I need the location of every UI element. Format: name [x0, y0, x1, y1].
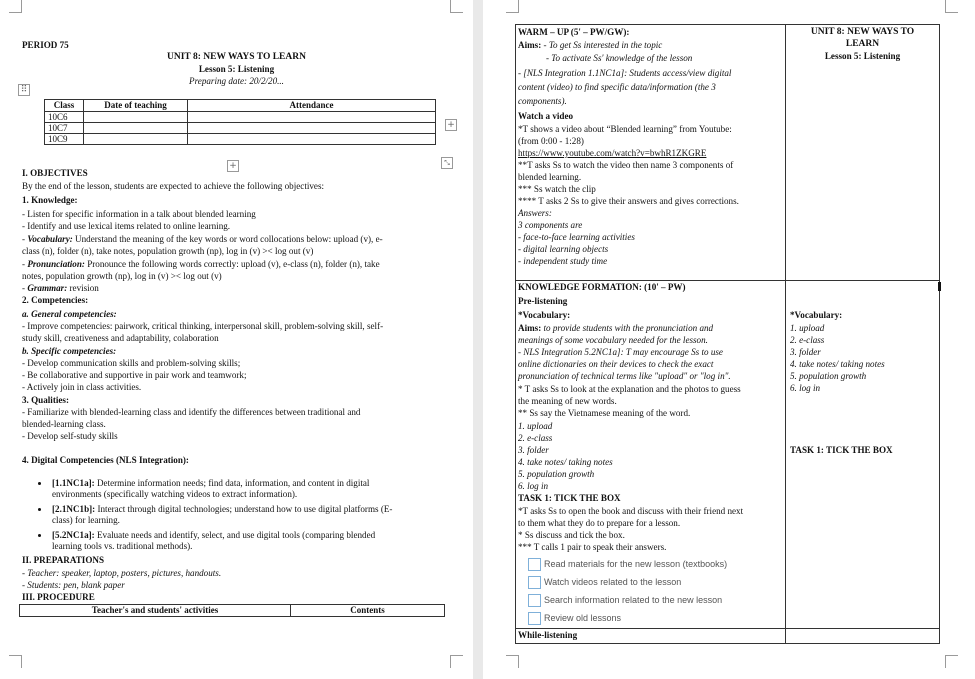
attendance-cell[interactable] [188, 123, 436, 134]
crop-mark [450, 655, 463, 668]
teacher-prep: - Teacher: speaker, laptop, posters, pictures, handouts. [22, 568, 222, 578]
vocab-word: 5. population growth [518, 469, 595, 479]
objective-line: By the end of the lesson, students are expected to achieve the following objectives: [22, 181, 325, 191]
student-prep: - Students: pen, blank paper [22, 580, 125, 590]
line-text: revision [67, 283, 99, 293]
table-row [45, 112, 436, 123]
pre-listening-heading: Pre-listening [518, 296, 568, 306]
preparations-heading: II. PREPARATIONS [22, 555, 105, 565]
objective-line: class (n), folder (n), take notes, population growth (np), log in (v) >< log out (v) [22, 246, 314, 256]
crop-mark [506, 655, 519, 668]
objective-line: blended-learning class. [22, 419, 106, 429]
objective-line: - Identify and use lexical items related to online learning. [22, 221, 231, 231]
nls-code: [2.1NC1b]: [52, 504, 96, 514]
right-task-heading: TASK 1: TICK THE BOX [790, 445, 893, 455]
knowledge-heading: KNOWLEDGE FORMATION: (10' – PW) [518, 282, 686, 292]
right-vocab-word: 2. e-class [790, 335, 825, 345]
nls-bullet-2-cont: class) for learning. [52, 515, 120, 525]
youtube-link[interactable]: https://www.youtube.com/watch?v=bwhR1ZKGRE [518, 148, 707, 158]
nls-bullet-1 [52, 478, 369, 489]
crop-mark [9, 655, 22, 668]
class-header: Class [45, 100, 84, 112]
nls-code: [1.1NC1a]: [52, 478, 95, 488]
warmup-step: *** Ss watch the clip [518, 184, 596, 194]
bullet-dot [38, 534, 41, 537]
line-text: Pronounce the following words correctly: upload (v), e-class (n), folder (n), take [84, 259, 380, 269]
bullet-dot [38, 508, 41, 511]
vocab-step: * T asks Ss to look at the explanation and the photos to guess [518, 384, 741, 394]
aims-label: Aims: [518, 40, 542, 50]
table-border [515, 24, 516, 644]
watch-video-heading: Watch a video [518, 111, 574, 121]
warmup-aims [518, 40, 662, 51]
date-cell[interactable] [84, 112, 188, 123]
objective-line [22, 234, 383, 245]
vocab-word: 4. take notes/ taking notes [518, 457, 613, 467]
add-row-icon[interactable]: + [227, 160, 239, 172]
objective-line: - Listen for specific information in a talk about blended learning [22, 209, 256, 219]
class-table [44, 99, 436, 145]
objective-line: - Improve competencies: pairwork, critical thinking, interpersonal skill, problem-solving skill, self- [22, 321, 384, 331]
resize-handle-icon[interactable]: ⤡ [441, 157, 453, 169]
vocab-word: 2. e-class [518, 433, 553, 443]
right-lesson: Lesson 5: Listening [824, 51, 901, 61]
warmup-step: blended learning. [518, 172, 582, 182]
answer-line: - digital learning objects [518, 244, 609, 254]
answer-line: 3 components are [518, 220, 583, 230]
line-lead: Vocabulary: [27, 234, 73, 244]
nls-text: Interact through digital technologies; understand how to use digital platforms (E- [95, 504, 393, 514]
checkbox-label: Read materials for the new lesson (textbooks) [544, 559, 728, 569]
vocab-word: 1. upload [518, 421, 553, 431]
procedure-heading: III. PROCEDURE [22, 592, 95, 602]
class-cell: 10C9 [45, 134, 84, 145]
crop-mark [450, 0, 463, 13]
warmup-step: (from 0:00 - 1:28) [518, 136, 584, 146]
line-prefix: - [22, 283, 28, 293]
checkbox-watch-videos[interactable] [528, 576, 541, 589]
answer-line: - face-to-face learning activities [518, 232, 635, 242]
objective-line [22, 259, 380, 270]
section-heading: 3. Qualities: [22, 395, 69, 405]
vocab-word: 3. folder [518, 445, 549, 455]
nls-integration-line: - NLS Integration 5.2NC1a]: T may encourage Ss to use [518, 347, 723, 357]
vocab-step: ** Ss say the Vietnamese meaning of the word. [518, 408, 691, 418]
vocab-step: the meaning of new words. [518, 396, 617, 406]
objective-line: - Develop self-study skills [22, 431, 118, 441]
attendance-cell[interactable] [188, 134, 436, 145]
table-border [785, 24, 786, 644]
nls-integration-line: pronunciation of technical terms like "upload" or "log in". [518, 371, 731, 381]
line-text: Understand the meaning of the key words or word collocations below: upload (v), e- [72, 234, 383, 244]
table-border [515, 643, 940, 644]
warmup-step: *T shows a video about “Blended learning” from Youtube: [518, 124, 732, 134]
nls-integration-line: content (video) to find specific data/information (the 3 [518, 82, 716, 92]
class-cell: 10C6 [45, 112, 84, 123]
warmup-heading: WARM – UP (5' – PW/GW): [518, 27, 630, 37]
nls-text: Determine information needs; find data, information, and content in digital [94, 478, 370, 488]
nls-text: Evaluate needs and identify, select, and use digital tools (comparing blended [94, 530, 376, 540]
right-vocab-word: 3. folder [790, 347, 821, 357]
section-heading: b. Specific competencies: [22, 346, 117, 356]
warmup-step: **** T asks 2 Ss to give their answers and gives corrections. [518, 196, 739, 206]
objective-line: - Develop communication skills and problem-solving skills; [22, 358, 241, 368]
date-cell[interactable] [84, 123, 188, 134]
right-vocab-word: 6. log in [790, 383, 821, 393]
objective-line [22, 283, 99, 294]
warmup-step: **T asks Ss to watch the video then name 3 components of [518, 160, 734, 170]
vocabulary-heading: *Vocabulary: [518, 310, 571, 320]
vocab-aims [518, 323, 713, 334]
objective-line: - Actively join in class activities. [22, 382, 142, 392]
checkbox-review-lessons[interactable] [528, 612, 541, 625]
crop-mark [9, 0, 22, 13]
table-border [515, 280, 940, 281]
right-vocab-word: 4. take notes/ taking notes [790, 359, 885, 369]
bullet-dot [38, 482, 41, 485]
checkbox-label: Watch videos related to the lesson [544, 577, 682, 587]
nls-integration-line: components). [518, 96, 567, 106]
checkbox-label: Search information related to the new lesson [544, 595, 723, 605]
move-handle-icon[interactable]: ⠿ [18, 84, 30, 96]
checkbox-read-materials[interactable] [528, 558, 541, 571]
nls-integration-line: online dictionaries on their devices to check the exact [518, 359, 714, 369]
period-label: PERIOD 75 [22, 40, 69, 50]
procedure-table-header [19, 604, 445, 617]
task-step: to them what they do to prepare for a lesson. [518, 518, 681, 528]
nls-bullet-3-cont: learning tools vs. traditional methods). [52, 541, 193, 551]
section-heading: I. OBJECTIVES [22, 168, 88, 178]
activities-column-header: Teacher's and students' activities [20, 605, 291, 617]
nls-code: [5.2NC1a]: [52, 530, 95, 540]
table-border [939, 24, 940, 644]
task-step: *T asks Ss to open the book and discuss with their friend next [518, 506, 744, 516]
warmup-aims-2: - To activate Ss' knowledge of the lesson [546, 53, 693, 63]
right-vocabulary-heading: *Vocabulary: [790, 310, 843, 320]
crop-mark [945, 0, 958, 13]
crop-mark [506, 0, 519, 13]
table-row [45, 134, 436, 145]
nls-bullet-1-cont: environments (specifically watching videos to extract information). [52, 489, 298, 499]
preparing-date: Preparing date: 20/2/20... [189, 76, 284, 86]
right-vocab-word: 1. upload [790, 323, 825, 333]
task-step: * Ss discuss and tick the box. [518, 530, 625, 540]
line-lead: Pronunciation: [27, 259, 85, 269]
line-prefix: - [22, 259, 28, 269]
digital-competencies-heading: 4. Digital Competencies (NLS Integration): [22, 455, 189, 465]
nls-bullet-2 [52, 504, 392, 515]
document-page-2 [483, 0, 975, 679]
aims-text: - To get Ss interested in the topic [541, 40, 663, 50]
checkbox-label: Review old lessons [544, 613, 622, 623]
while-listening-heading: While-listening [518, 630, 578, 640]
unit-title: UNIT 8: NEW WAYS TO LEARN [167, 52, 306, 62]
class-cell: 10C7 [45, 123, 84, 134]
aims-label: Aims: [518, 323, 542, 333]
right-vocab-word: 5. population growth [790, 371, 867, 381]
table-border [515, 628, 940, 629]
table-row [45, 123, 436, 134]
date-header: Date of teaching [84, 100, 188, 112]
section-heading: a. General competencies: [22, 309, 117, 319]
objective-line: notes, population growth (np), log in (v) >< log out (v) [22, 271, 222, 281]
date-cell[interactable] [84, 134, 188, 145]
task1-heading: TASK 1: TICK THE BOX [518, 493, 621, 503]
crop-mark [945, 655, 958, 668]
answer-line: Answers: [518, 208, 552, 218]
objective-line: - Familiarize with blended-learning class and identify the differences between traditional and [22, 407, 361, 417]
text-cursor [938, 282, 941, 291]
document-page-1 [0, 0, 473, 679]
attendance-cell[interactable] [188, 112, 436, 123]
objective-line: study skill, creativeness and adaptability, colaboration [22, 333, 219, 343]
aims-text: to provide students with the pronunciation and [541, 323, 714, 333]
vocab-aims-cont: meanings of some vocabulary needed for the lesson. [518, 335, 708, 345]
contents-column-header: Contents [291, 605, 445, 617]
add-column-icon[interactable]: + [445, 119, 457, 131]
vocab-word: 6. log in [518, 481, 549, 491]
line-prefix: - [22, 234, 28, 244]
checkbox-search-info[interactable] [528, 594, 541, 607]
line-lead: Grammar: [27, 283, 68, 293]
right-unit-title: UNIT 8: NEW WAYS TO [810, 27, 915, 37]
nls-integration-line: - [NLS Integration 1.1NC1a]: Students access/view digital [518, 68, 732, 78]
attendance-header: Attendance [188, 100, 436, 112]
answer-line: - independent study time [518, 256, 608, 266]
table-border [515, 24, 940, 25]
section-heading: 1. Knowledge: [22, 195, 78, 205]
task-step: *** T calls 1 pair to speak their answers. [518, 542, 667, 552]
section-heading: 2. Competencies: [22, 295, 89, 305]
objective-line: - Be collaborative and supportive in pair work and teamwork; [22, 370, 247, 380]
lesson-title: Lesson 5: Listening [198, 64, 275, 74]
right-unit-title-2: LEARN [845, 39, 880, 49]
nls-bullet-3 [52, 530, 375, 541]
